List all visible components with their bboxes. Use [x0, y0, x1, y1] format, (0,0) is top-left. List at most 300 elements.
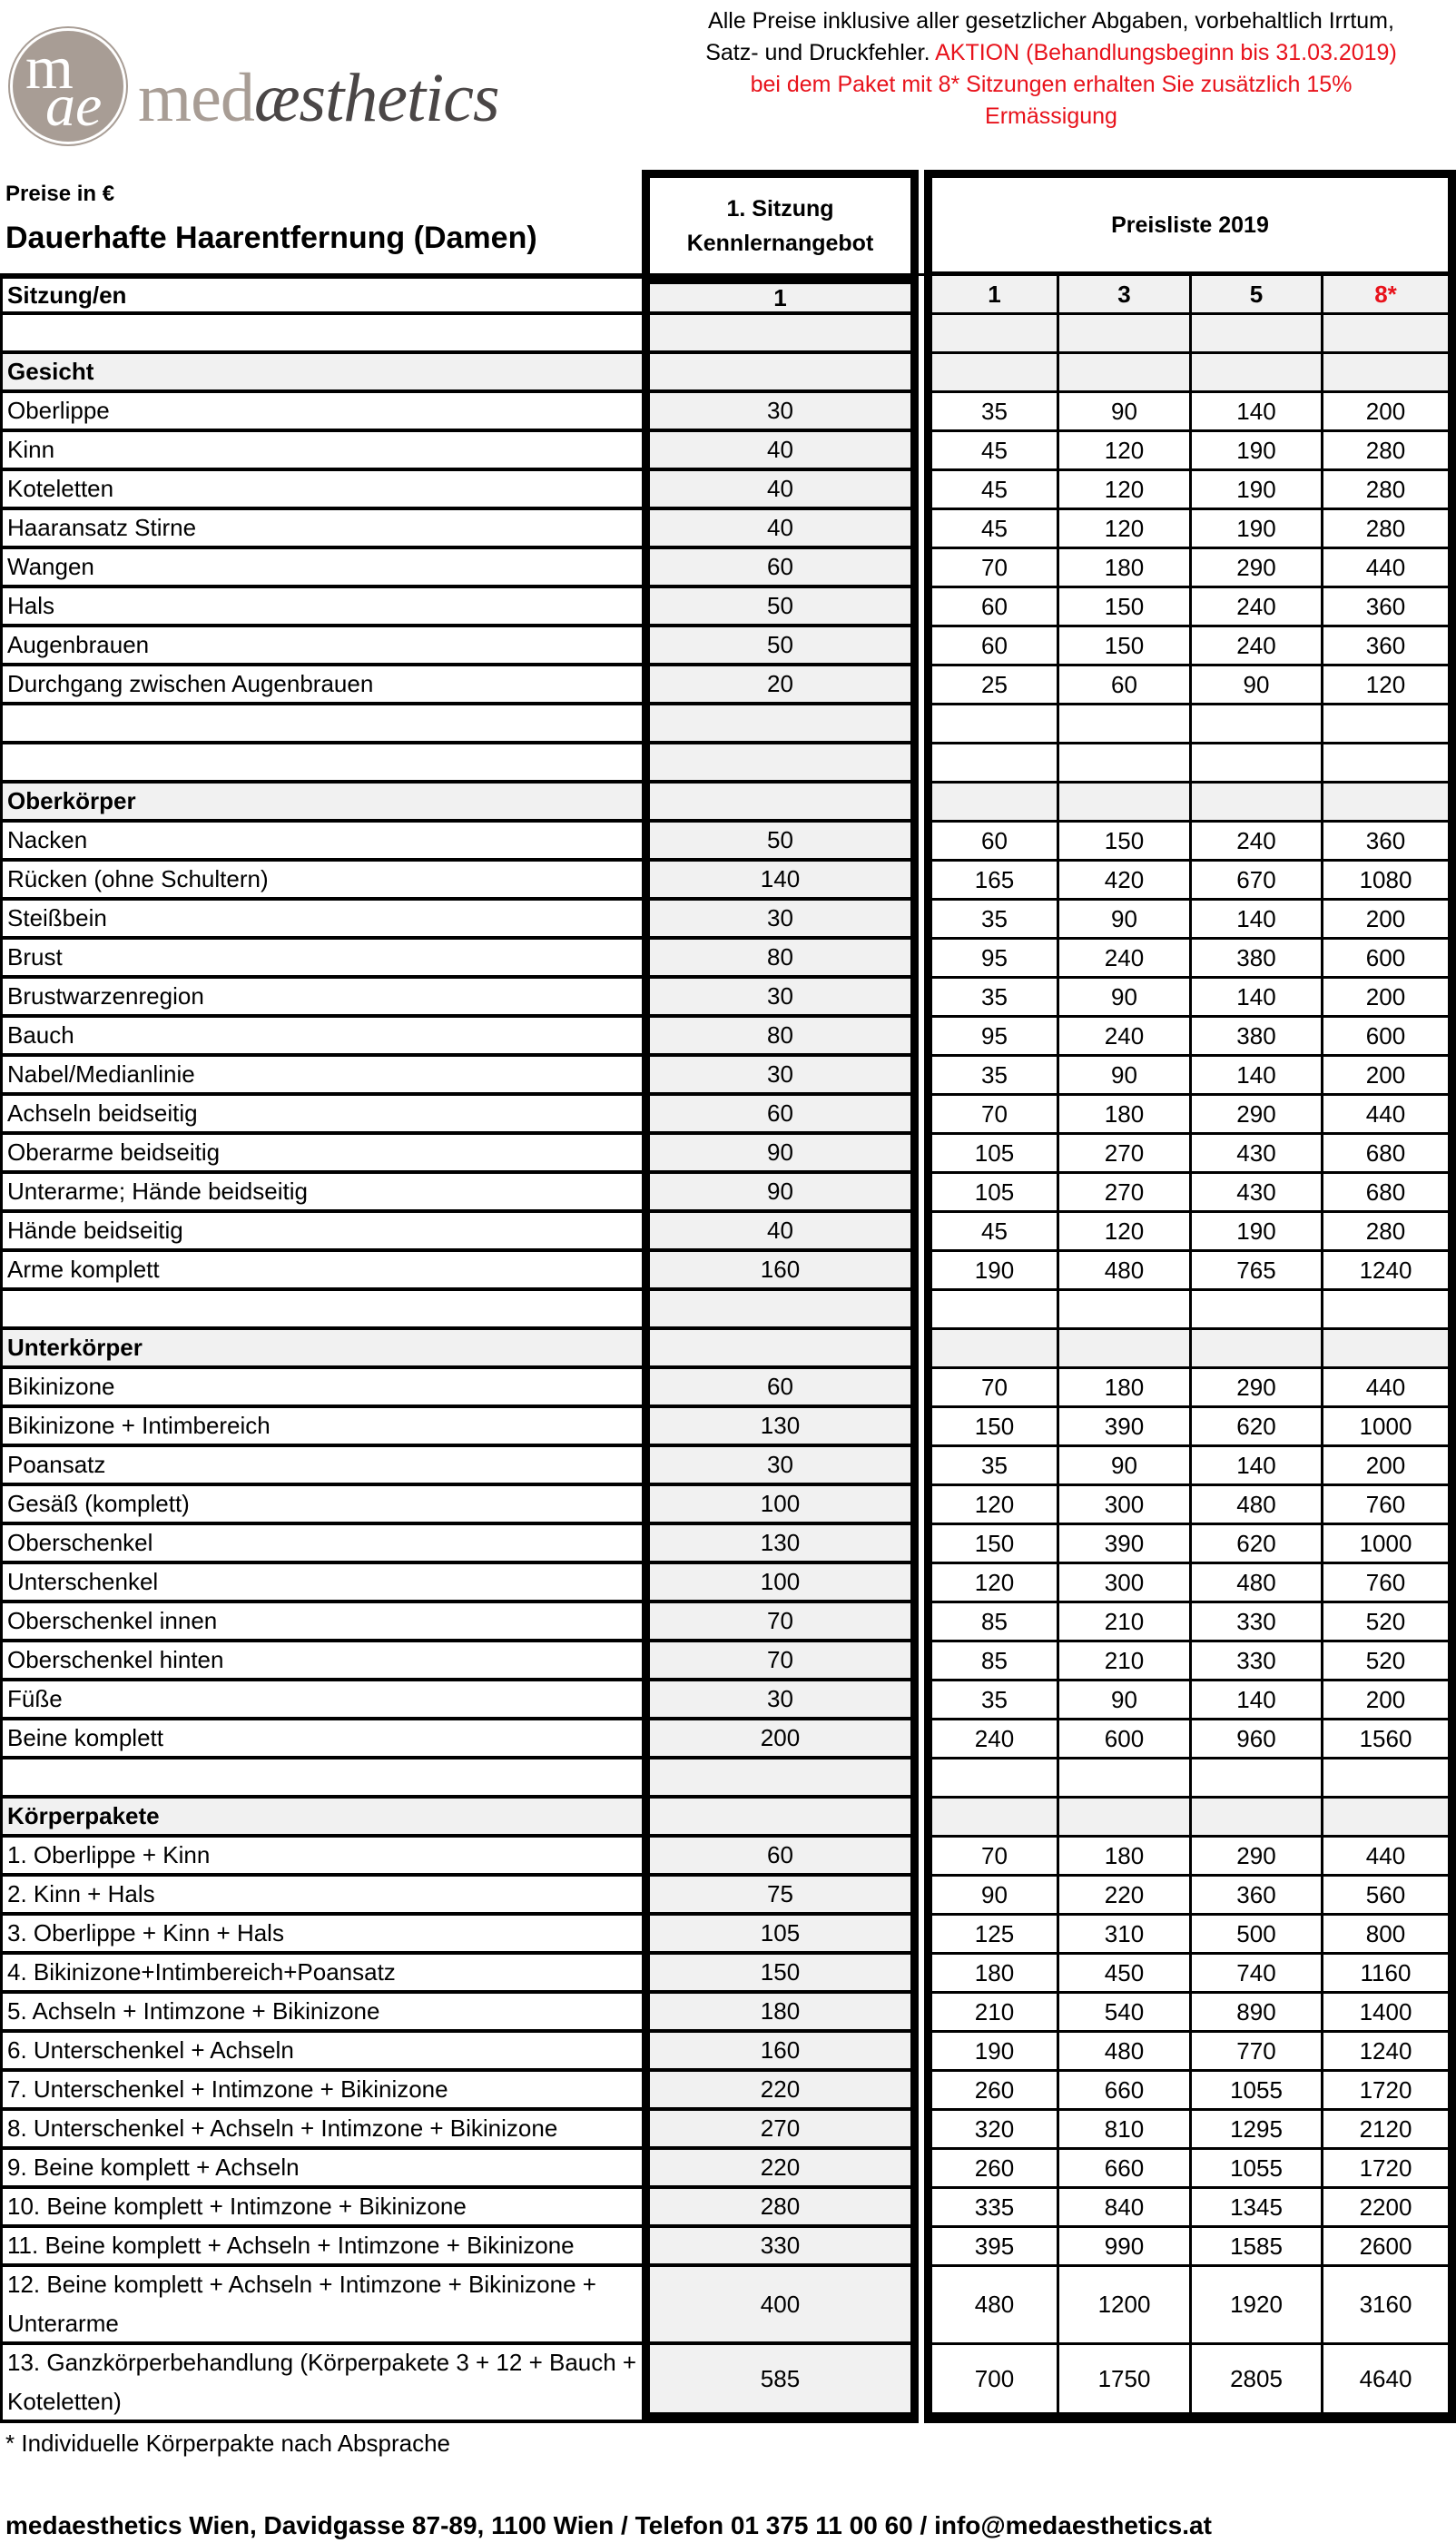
section-price-empty [1059, 1799, 1192, 1838]
spacer-price [1059, 315, 1192, 354]
spacer-intro [642, 744, 919, 784]
price-3-sessions: 150 [1059, 627, 1192, 666]
price-8-sessions: 1160 [1323, 1955, 1456, 1994]
price-3-sessions: 390 [1059, 1525, 1192, 1564]
intro-price: 50 [642, 588, 919, 627]
section-price-empty [1192, 354, 1323, 393]
price-8-sessions: 200 [1323, 1447, 1456, 1486]
price-5-sessions: 140 [1192, 393, 1323, 432]
intro-price: 180 [642, 1994, 919, 2033]
spacer-row [0, 705, 1456, 744]
price-3-sessions: 90 [1059, 901, 1192, 940]
intro-price: 75 [642, 1877, 919, 1916]
price-3-sessions: 660 [1059, 2150, 1192, 2189]
treatment-label: Nabel/Medianlinie [0, 1057, 642, 1096]
section-title: Unterkörper [0, 1330, 642, 1369]
price-5-sessions: 190 [1192, 471, 1323, 510]
notice-line-1: Alle Preise inklusive aller gesetzlicher Abgaben, vorbehaltlich Irrtum, [708, 8, 1394, 34]
section-intro-empty [642, 1799, 919, 1838]
price-5-sessions: 430 [1192, 1135, 1323, 1174]
spacer-price [1192, 705, 1323, 744]
price-1-sessions: 240 [924, 1720, 1059, 1759]
price-5-sessions: 140 [1192, 1447, 1323, 1486]
spacer-price [924, 1759, 1059, 1799]
table-row [0, 627, 1456, 666]
spacer-row [0, 744, 1456, 784]
section-price-empty [924, 354, 1059, 393]
session-col-5: 5 [1192, 276, 1323, 315]
price-5-sessions: 380 [1192, 940, 1323, 979]
price-5-sessions: 140 [1192, 1057, 1323, 1096]
intro-price: 70 [642, 1603, 919, 1642]
price-8-sessions: 2600 [1323, 2228, 1456, 2267]
treatment-label: Gesäß (komplett) [0, 1486, 642, 1525]
price-1-sessions: 150 [924, 1408, 1059, 1447]
price-1-sessions: 105 [924, 1174, 1059, 1213]
price-5-sessions: 190 [1192, 1213, 1323, 1252]
spacer-price [924, 744, 1059, 784]
price-1-sessions: 35 [924, 901, 1059, 940]
table-row [0, 1564, 1456, 1603]
section-price-empty [1192, 1799, 1323, 1838]
intro-price: 330 [642, 2228, 919, 2267]
spacer-price [1192, 1759, 1323, 1799]
price-5-sessions: 2805 [1192, 2345, 1323, 2423]
section-price-empty [924, 1799, 1059, 1838]
price-8-sessions: 1080 [1323, 862, 1456, 901]
section-header-row [0, 1330, 1456, 1369]
intro-price: 90 [642, 1174, 919, 1213]
treatment-label: Füße [0, 1681, 642, 1720]
price-3-sessions: 450 [1059, 1955, 1192, 1994]
price-8-sessions: 4640 [1323, 2345, 1456, 2423]
intro-price: 90 [642, 1135, 919, 1174]
spacer-price [924, 705, 1059, 744]
price-8-sessions: 1560 [1323, 1720, 1456, 1759]
logo-monogram-circle [13, 31, 123, 142]
spacer-label [0, 1759, 642, 1799]
price-3-sessions: 540 [1059, 1994, 1192, 2033]
price-5-sessions: 500 [1192, 1916, 1323, 1955]
price-8-sessions: 1400 [1323, 1994, 1456, 2033]
intro-offer-header [642, 170, 919, 273]
spacer-intro [642, 1291, 919, 1330]
spacer-label [0, 315, 642, 354]
price-3-sessions: 310 [1059, 1916, 1192, 1955]
section-price-empty [1192, 1330, 1323, 1369]
price-1-sessions: 95 [924, 1018, 1059, 1057]
price-1-sessions: 150 [924, 1525, 1059, 1564]
price-3-sessions: 120 [1059, 471, 1192, 510]
price-8-sessions: 120 [1323, 666, 1456, 705]
price-5-sessions: 240 [1192, 588, 1323, 627]
price-1-sessions: 35 [924, 1447, 1059, 1486]
price-8-sessions: 200 [1323, 979, 1456, 1018]
treatment-label: Oberschenkel hinten [0, 1642, 642, 1681]
price-5-sessions: 90 [1192, 666, 1323, 705]
price-5-sessions: 670 [1192, 862, 1323, 901]
treatment-label: Kinn [0, 432, 642, 471]
table-row [0, 1213, 1456, 1252]
section-title: Oberkörper [0, 784, 642, 823]
treatment-label: Oberschenkel [0, 1525, 642, 1564]
price-3-sessions: 810 [1059, 2111, 1192, 2150]
price-8-sessions: 680 [1323, 1135, 1456, 1174]
spacer-price [1059, 1291, 1192, 1330]
table-row [0, 1877, 1456, 1916]
price-1-sessions: 700 [924, 2345, 1059, 2423]
table-row [0, 1916, 1456, 1955]
price-3-sessions: 300 [1059, 1486, 1192, 1525]
price-5-sessions: 140 [1192, 901, 1323, 940]
price-3-sessions: 120 [1059, 432, 1192, 471]
table-row [0, 1408, 1456, 1447]
price-1-sessions: 85 [924, 1603, 1059, 1642]
price-5-sessions: 1345 [1192, 2189, 1323, 2228]
table-row [0, 666, 1456, 705]
price-3-sessions: 390 [1059, 1408, 1192, 1447]
price-5-sessions: 1295 [1192, 2111, 1323, 2150]
price-5-sessions: 430 [1192, 1174, 1323, 1213]
price-5-sessions: 240 [1192, 627, 1323, 666]
price-3-sessions: 990 [1059, 2228, 1192, 2267]
intro-price: 60 [642, 1096, 919, 1135]
table-row [0, 2150, 1456, 2189]
treatment-label: Bauch [0, 1018, 642, 1057]
section-price-empty [1323, 784, 1456, 823]
brand-logo [13, 31, 557, 149]
intro-price: 220 [642, 2072, 919, 2111]
intro-price: 130 [642, 1525, 919, 1564]
logo-wordmark-aesthetics: æsthetics [253, 60, 499, 136]
treatment-label: Unterarme; Hände beidseitig [0, 1174, 642, 1213]
table-row [0, 432, 1456, 471]
treatment-label: Bikinizone + Intimbereich [0, 1408, 642, 1447]
table-row [0, 471, 1456, 510]
treatment-label: 7. Unterschenkel + Intimzone + Bikinizone [0, 2072, 642, 2111]
intro-price: 30 [642, 979, 919, 1018]
price-1-sessions: 320 [924, 2111, 1059, 2150]
spacer-label [0, 1291, 642, 1330]
logo-monogram-m: m [25, 33, 74, 102]
table-row [0, 1838, 1456, 1877]
intro-price: 60 [642, 1838, 919, 1877]
sessions-label: Sitzung/en [0, 276, 642, 315]
session-col-8-promo: 8* [1323, 276, 1456, 315]
price-1-sessions: 90 [924, 1877, 1059, 1916]
section-intro-empty [642, 784, 919, 823]
price-8-sessions: 680 [1323, 1174, 1456, 1213]
section-header-row [0, 354, 1456, 393]
table-row [0, 1955, 1456, 1994]
price-3-sessions: 90 [1059, 1681, 1192, 1720]
price-1-sessions: 190 [924, 1252, 1059, 1291]
treatment-label: Oberschenkel innen [0, 1603, 642, 1642]
price-1-sessions: 35 [924, 979, 1059, 1018]
spacer-price [1323, 705, 1456, 744]
intro-price: 30 [642, 1057, 919, 1096]
price-1-sessions: 120 [924, 1564, 1059, 1603]
intro-price: 220 [642, 2150, 919, 2189]
price-8-sessions: 1720 [1323, 2150, 1456, 2189]
intro-price: 105 [642, 1916, 919, 1955]
price-3-sessions: 240 [1059, 940, 1192, 979]
price-5-sessions: 140 [1192, 1681, 1323, 1720]
price-8-sessions: 360 [1323, 823, 1456, 862]
price-1-sessions: 120 [924, 1486, 1059, 1525]
price-5-sessions: 330 [1192, 1603, 1323, 1642]
intro-price: 40 [642, 1213, 919, 1252]
spacer-price [1059, 1759, 1192, 1799]
price-1-sessions: 70 [924, 1838, 1059, 1877]
price-8-sessions: 1720 [1323, 2072, 1456, 2111]
price-5-sessions: 1055 [1192, 2072, 1323, 2111]
price-8-sessions: 360 [1323, 588, 1456, 627]
price-8-sessions: 3160 [1323, 2267, 1456, 2345]
spacer-price [1059, 744, 1192, 784]
intro-price: 20 [642, 666, 919, 705]
table-row [0, 1369, 1456, 1408]
spacer-price [924, 315, 1059, 354]
treatment-label: 13. Ganzkörperbehandlung (Körperpakete 3 + 12 + Bauch + Koteletten) [0, 2345, 642, 2423]
price-8-sessions: 760 [1323, 1486, 1456, 1525]
table-row [0, 1603, 1456, 1642]
table-row [0, 2111, 1456, 2150]
pricelist-header [924, 170, 1456, 273]
intro-price: 40 [642, 432, 919, 471]
intro-price: 270 [642, 2111, 919, 2150]
price-1-sessions: 45 [924, 1213, 1059, 1252]
price-5-sessions: 140 [1192, 979, 1323, 1018]
intro-offer-line-2: Kennlernangebot [686, 230, 874, 256]
intro-price: 70 [642, 1642, 919, 1681]
price-3-sessions: 90 [1059, 979, 1192, 1018]
table-row [0, 940, 1456, 979]
price-1-sessions: 105 [924, 1135, 1059, 1174]
price-5-sessions: 290 [1192, 1369, 1323, 1408]
treatment-label: Wangen [0, 549, 642, 588]
section-price-empty [1323, 1330, 1456, 1369]
price-3-sessions: 180 [1059, 549, 1192, 588]
price-1-sessions: 260 [924, 2072, 1059, 2111]
promo-line-3: bei dem Paket mit 8* Sitzungen erhalten Sie zusätzlich 15% [750, 72, 1353, 97]
table-row [0, 2267, 1456, 2345]
price-5-sessions: 290 [1192, 549, 1323, 588]
spacer-price [1323, 315, 1456, 354]
price-5-sessions: 190 [1192, 510, 1323, 549]
treatment-label: Bikinizone [0, 1369, 642, 1408]
table-row [0, 1994, 1456, 2033]
intro-price: 200 [642, 1720, 919, 1759]
intro-price: 140 [642, 862, 919, 901]
section-intro-empty [642, 1330, 919, 1369]
price-8-sessions: 1240 [1323, 2033, 1456, 2072]
contact-footer: medaesthetics Wien, Davidgasse 87-89, 1100 Wien / Telefon 01 375 11 00 60 / info@medaesthetics.at [5, 2511, 1212, 2539]
price-3-sessions: 840 [1059, 2189, 1192, 2228]
price-3-sessions: 150 [1059, 588, 1192, 627]
treatment-label: Hände beidseitig [0, 1213, 642, 1252]
treatment-label: Oberarme beidseitig [0, 1135, 642, 1174]
section-price-empty [1192, 784, 1323, 823]
treatment-label: Durchgang zwischen Augenbrauen [0, 666, 642, 705]
section-price-empty [1059, 784, 1192, 823]
price-5-sessions: 740 [1192, 1955, 1323, 1994]
price-5-sessions: 290 [1192, 1838, 1323, 1877]
footnote: * Individuelle Körperpakte nach Absprache [5, 2430, 450, 2457]
section-title: Gesicht [0, 354, 642, 393]
intro-sessions-count: 1 [642, 276, 919, 315]
price-8-sessions: 1000 [1323, 1408, 1456, 1447]
logo-wordmark [138, 60, 499, 136]
treatment-label: 10. Beine komplett + Intimzone + Bikinizone [0, 2189, 642, 2228]
price-1-sessions: 35 [924, 1681, 1059, 1720]
price-5-sessions: 290 [1192, 1096, 1323, 1135]
section-header-row [0, 1799, 1456, 1838]
table-row [0, 1018, 1456, 1057]
price-8-sessions: 520 [1323, 1603, 1456, 1642]
promo-line-4: Ermässigung [985, 103, 1117, 129]
price-8-sessions: 200 [1323, 393, 1456, 432]
treatment-label: 5. Achseln + Intimzone + Bikinizone [0, 1994, 642, 2033]
price-8-sessions: 200 [1323, 901, 1456, 940]
table-row [0, 2345, 1456, 2423]
intro-price: 585 [642, 2345, 919, 2423]
price-5-sessions: 960 [1192, 1720, 1323, 1759]
price-3-sessions: 60 [1059, 666, 1192, 705]
price-1-sessions: 210 [924, 1994, 1059, 2033]
price-8-sessions: 2120 [1323, 2111, 1456, 2150]
treatment-label: 2. Kinn + Hals [0, 1877, 642, 1916]
price-1-sessions: 25 [924, 666, 1059, 705]
price-3-sessions: 90 [1059, 1447, 1192, 1486]
treatment-label: Haaransatz Stirne [0, 510, 642, 549]
price-3-sessions: 240 [1059, 1018, 1192, 1057]
table-row [0, 393, 1456, 432]
price-3-sessions: 210 [1059, 1642, 1192, 1681]
spacer-price [924, 1291, 1059, 1330]
price-5-sessions: 190 [1192, 432, 1323, 471]
price-8-sessions: 1240 [1323, 1252, 1456, 1291]
spacer-price [1323, 1759, 1456, 1799]
price-1-sessions: 45 [924, 510, 1059, 549]
price-8-sessions: 800 [1323, 1916, 1456, 1955]
price-5-sessions: 1585 [1192, 2228, 1323, 2267]
price-3-sessions: 300 [1059, 1564, 1192, 1603]
price-3-sessions: 480 [1059, 2033, 1192, 2072]
table-row [0, 1252, 1456, 1291]
treatment-label: 6. Unterschenkel + Achseln [0, 2033, 642, 2072]
price-1-sessions: 125 [924, 1916, 1059, 1955]
spacer-price [1192, 744, 1323, 784]
price-3-sessions: 270 [1059, 1135, 1192, 1174]
treatment-label: Beine komplett [0, 1720, 642, 1759]
price-1-sessions: 190 [924, 2033, 1059, 2072]
treatment-label: 11. Beine komplett + Achseln + Intimzone + Bikinizone [0, 2228, 642, 2267]
notice-line-2 [646, 37, 1456, 69]
logo-monogram-ae: ae [45, 73, 103, 139]
section-price-empty [1323, 354, 1456, 393]
spacer-intro [642, 705, 919, 744]
treatment-label: 4. Bikinizone+Intimbereich+Poansatz [0, 1955, 642, 1994]
price-table [0, 273, 1456, 2423]
table-row [0, 2072, 1456, 2111]
price-1-sessions: 70 [924, 1369, 1059, 1408]
intro-price: 80 [642, 1018, 919, 1057]
session-col-3: 3 [1059, 276, 1192, 315]
table-row [0, 549, 1456, 588]
intro-price: 60 [642, 549, 919, 588]
spacer-label [0, 705, 642, 744]
pricelist-title: Preisliste 2019 [1111, 212, 1269, 238]
table-row [0, 979, 1456, 1018]
price-3-sessions: 180 [1059, 1369, 1192, 1408]
section-price-empty [1059, 1330, 1192, 1369]
price-8-sessions: 280 [1323, 432, 1456, 471]
price-3-sessions: 600 [1059, 1720, 1192, 1759]
price-1-sessions: 70 [924, 1096, 1059, 1135]
price-3-sessions: 1200 [1059, 2267, 1192, 2345]
intro-price: 40 [642, 471, 919, 510]
price-5-sessions: 380 [1192, 1018, 1323, 1057]
price-8-sessions: 440 [1323, 1096, 1456, 1135]
section-price-empty [924, 784, 1059, 823]
price-1-sessions: 60 [924, 823, 1059, 862]
price-8-sessions: 280 [1323, 1213, 1456, 1252]
spacer-price [1323, 1291, 1456, 1330]
price-8-sessions: 1000 [1323, 1525, 1456, 1564]
price-8-sessions: 440 [1323, 1369, 1456, 1408]
intro-price: 30 [642, 1447, 919, 1486]
price-8-sessions: 360 [1323, 627, 1456, 666]
spacer-price [1059, 705, 1192, 744]
price-1-sessions: 480 [924, 2267, 1059, 2345]
treatment-label: Brust [0, 940, 642, 979]
treatment-label: Steißbein [0, 901, 642, 940]
table-row [0, 1174, 1456, 1213]
treatment-label: 12. Beine komplett + Achseln + Intimzone + Bikinizone + Unterarme [0, 2267, 642, 2345]
price-1-sessions: 45 [924, 471, 1059, 510]
spacer-intro [642, 315, 919, 354]
table-row [0, 1486, 1456, 1525]
intro-price: 50 [642, 627, 919, 666]
spacer-price [1192, 1291, 1323, 1330]
price-notice [646, 5, 1456, 133]
section-intro-empty [642, 354, 919, 393]
price-5-sessions: 480 [1192, 1486, 1323, 1525]
treatment-label: 8. Unterschenkel + Achseln + Intimzone + Bikinizone [0, 2111, 642, 2150]
session-col-1: 1 [924, 276, 1059, 315]
price-8-sessions: 280 [1323, 510, 1456, 549]
price-1-sessions: 35 [924, 1057, 1059, 1096]
table-row [0, 1681, 1456, 1720]
intro-price: 100 [642, 1486, 919, 1525]
price-1-sessions: 60 [924, 627, 1059, 666]
intro-price: 30 [642, 1681, 919, 1720]
table-row [0, 862, 1456, 901]
price-1-sessions: 35 [924, 393, 1059, 432]
price-5-sessions: 330 [1192, 1642, 1323, 1681]
treatment-label: Koteletten [0, 471, 642, 510]
price-5-sessions: 620 [1192, 1525, 1323, 1564]
price-5-sessions: 620 [1192, 1408, 1323, 1447]
notice-line-2-disclaimer: Satz- und Druckfehler. [705, 40, 936, 65]
price-8-sessions: 760 [1323, 1564, 1456, 1603]
price-3-sessions: 220 [1059, 1877, 1192, 1916]
section-price-empty [1059, 354, 1192, 393]
price-5-sessions: 480 [1192, 1564, 1323, 1603]
price-5-sessions: 765 [1192, 1252, 1323, 1291]
price-8-sessions: 560 [1323, 1877, 1456, 1916]
